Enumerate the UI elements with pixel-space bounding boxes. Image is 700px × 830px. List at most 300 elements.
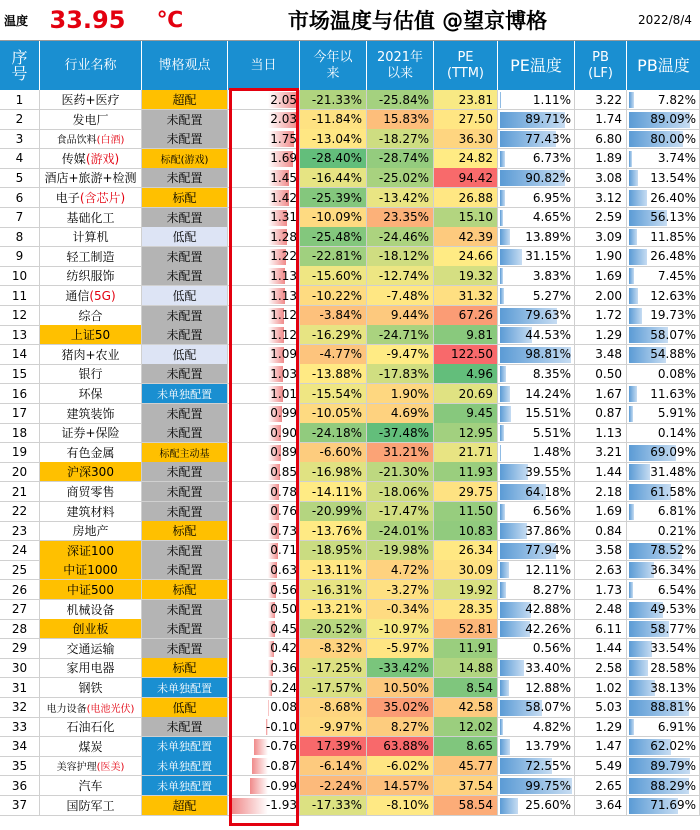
table-row	[0, 247, 700, 267]
pb-lf-text: 5.03	[595, 700, 622, 715]
table-row	[0, 364, 700, 384]
ytd-change-text: -14.11%	[311, 484, 362, 499]
industry-name-text: 食品饮料	[56, 135, 97, 147]
pb-lf	[575, 776, 627, 796]
bogle-view-text: 未单独配置	[157, 681, 212, 695]
industry-name	[40, 482, 142, 502]
pe-ttm-text: 29.75	[458, 484, 493, 499]
since-2021-change-text: -24.46%	[378, 229, 429, 244]
pe-temperature-bar	[500, 582, 506, 598]
today-change	[228, 639, 300, 659]
row-index	[0, 678, 40, 698]
ytd-change	[300, 325, 367, 345]
header-pe: PE (TTM)	[434, 41, 498, 90]
row-index-text: 6	[15, 190, 24, 205]
since-2021-change	[367, 306, 434, 326]
table-row	[0, 149, 700, 169]
industry-name	[40, 247, 142, 267]
pb-temperature-text: 0.21%	[657, 523, 696, 538]
industry-name	[40, 737, 142, 757]
table-row	[0, 286, 700, 306]
pb-temperature-text: 0.08%	[657, 366, 696, 381]
ytd-change	[300, 756, 367, 776]
pb-lf-text: 1.29	[595, 719, 622, 734]
bogle-view-text: 未配置	[166, 112, 203, 127]
today-change	[228, 266, 300, 286]
ytd-change-text: -10.05%	[311, 406, 362, 421]
pb-lf-text: 1.02	[595, 680, 622, 695]
pb-temperature-text: 54.88%	[650, 347, 696, 362]
pe-temperature-text: 72.55%	[525, 758, 571, 773]
header-pe-temp: PE温度	[498, 41, 575, 90]
since-2021-change-text: -17.83%	[378, 366, 429, 381]
ytd-change-text: -8.32%	[319, 641, 362, 656]
pb-lf	[575, 266, 627, 286]
table-row	[0, 619, 700, 639]
table-row	[0, 110, 700, 130]
pe-temperature-text: 8.35%	[532, 366, 571, 381]
since-2021-change	[367, 639, 434, 659]
today-change	[228, 227, 300, 247]
table-row	[0, 717, 700, 737]
pb-lf	[575, 364, 627, 384]
bogle-view	[142, 717, 228, 737]
ytd-change-text: -17.33%	[311, 798, 362, 813]
bogle-view	[142, 168, 228, 188]
pe-temperature-text: 6.73%	[532, 151, 571, 166]
ytd-change-text: -25.39%	[311, 190, 362, 205]
row-index	[0, 717, 40, 737]
row-index	[0, 462, 40, 482]
ytd-change-text: -24.18%	[311, 425, 362, 440]
today-change	[228, 168, 300, 188]
industry-name	[40, 756, 142, 776]
pb-temperature-text: 33.54%	[650, 641, 696, 656]
since-2021-change-text: 10.50%	[383, 680, 429, 695]
today-change-text: 0.45	[270, 621, 297, 636]
pe-temperature-text: 99.75%	[525, 778, 571, 793]
ytd-change	[300, 560, 367, 580]
today-change-text: 0.99	[270, 406, 297, 421]
bogle-view	[142, 90, 228, 110]
industry-name-text: 银行	[78, 367, 103, 382]
row-index-text: 18	[11, 425, 28, 440]
table-row	[0, 404, 700, 424]
industry-name	[40, 286, 142, 306]
pb-lf	[575, 404, 627, 424]
row-index	[0, 110, 40, 130]
today-change-text: 0.76	[270, 504, 297, 519]
pb-lf	[575, 325, 627, 345]
pe-temperature	[498, 482, 575, 502]
pb-temperature	[627, 658, 700, 678]
pe-temperature-text: 5.27%	[532, 288, 571, 303]
row-index	[0, 560, 40, 580]
industry-name-suffix: (游戏)	[85, 151, 120, 166]
since-2021-change	[367, 658, 434, 678]
today-change-text: 0.36	[270, 660, 297, 675]
row-index-text: 28	[11, 621, 28, 636]
row-index	[0, 404, 40, 424]
row-index	[0, 345, 40, 365]
ytd-change	[300, 266, 367, 286]
row-index-text: 24	[11, 543, 28, 558]
pb-lf-text: 2.59	[595, 210, 622, 225]
industry-name	[40, 306, 142, 326]
bogle-view-text: 未配置	[166, 269, 203, 284]
pe-ttm	[434, 502, 498, 522]
pe-temperature-bar	[500, 798, 518, 814]
pb-lf-text: 2.48	[595, 602, 622, 617]
bogle-view-text: 标配(游戏)	[160, 154, 209, 166]
pb-temperature-text: 19.73%	[650, 308, 696, 323]
ytd-change	[300, 168, 367, 188]
today-change-text: 0.56	[270, 582, 297, 597]
table-row	[0, 345, 700, 365]
pe-ttm-text: 26.34	[458, 543, 493, 558]
since-2021-change	[367, 717, 434, 737]
ytd-change	[300, 580, 367, 600]
row-index-text: 37	[11, 798, 28, 813]
industry-name	[40, 227, 142, 247]
industry-name	[40, 560, 142, 580]
today-change-text: 0.73	[270, 523, 297, 538]
today-change	[228, 110, 300, 130]
row-index-text: 17	[11, 406, 28, 421]
since-2021-change	[367, 678, 434, 698]
pe-ttm	[434, 482, 498, 502]
pe-ttm	[434, 423, 498, 443]
industry-name	[40, 188, 142, 208]
pb-temperature-text: 78.52%	[650, 543, 696, 558]
pe-temperature-bar	[500, 504, 505, 520]
pe-temperature-bar	[500, 92, 501, 108]
since-2021-change-text: -8.10%	[386, 798, 429, 813]
today-change	[228, 404, 300, 424]
pe-temperature-bar	[500, 562, 509, 578]
pe-ttm-text: 8.65	[466, 739, 493, 754]
since-2021-change-text: 63.88%	[383, 739, 429, 754]
row-index	[0, 600, 40, 620]
bogle-view	[142, 188, 228, 208]
since-2021-change-text: -18.27%	[378, 131, 429, 146]
pb-temperature-bar	[629, 249, 647, 265]
pe-temperature-bar	[500, 190, 505, 206]
bogle-view	[142, 462, 228, 482]
since-2021-change-text: -33.42%	[378, 660, 429, 675]
pe-temperature	[498, 658, 575, 678]
today-change	[228, 286, 300, 306]
pe-ttm	[434, 266, 498, 286]
ytd-change-text: -16.44%	[311, 170, 362, 185]
pb-temperature-bar	[629, 92, 634, 108]
since-2021-change	[367, 325, 434, 345]
pe-ttm-text: 14.88	[458, 660, 493, 675]
pb-temperature	[627, 600, 700, 620]
industry-name-suffix: (5G)	[89, 288, 116, 303]
since-2021-change-text: -5.97%	[386, 641, 429, 656]
pe-ttm	[434, 90, 498, 110]
pb-temperature	[627, 698, 700, 718]
since-2021-change-text: -10.97%	[378, 621, 429, 636]
header-since2021: 2021年 以来	[367, 41, 434, 90]
row-index-text: 1	[15, 92, 24, 107]
today-change	[228, 462, 300, 482]
bogle-view	[142, 266, 228, 286]
bogle-view	[142, 756, 228, 776]
ytd-change	[300, 286, 367, 306]
pe-ttm	[434, 404, 498, 424]
pb-temperature-text: 6.91%	[657, 719, 696, 734]
title-row	[0, 0, 700, 41]
pe-ttm	[434, 619, 498, 639]
pe-ttm	[434, 776, 498, 796]
table-row	[0, 443, 700, 463]
today-change-text: 1.12	[270, 308, 297, 323]
pb-temperature-text: 36.34%	[650, 562, 696, 577]
industry-name	[40, 443, 142, 463]
pb-temperature-text: 6.81%	[657, 504, 696, 519]
pe-ttm-text: 30.09	[458, 562, 493, 577]
since-2021-change	[367, 482, 434, 502]
since-2021-change-text: 4.72%	[390, 562, 429, 577]
today-change	[228, 345, 300, 365]
since-2021-change	[367, 90, 434, 110]
pb-temperature-bar	[629, 308, 642, 324]
bogle-view-text: 低配	[172, 700, 197, 715]
row-index	[0, 325, 40, 345]
industry-name-text: 沪深300	[67, 465, 114, 480]
bogle-view	[142, 796, 228, 816]
pe-ttm	[434, 658, 498, 678]
pb-lf	[575, 423, 627, 443]
pb-lf	[575, 90, 627, 110]
pb-lf	[575, 306, 627, 326]
row-index	[0, 188, 40, 208]
ytd-change-text: -10.22%	[311, 288, 362, 303]
table-row	[0, 90, 700, 110]
table-row	[0, 756, 700, 776]
pb-lf-text: 0.87	[595, 406, 622, 421]
pe-temperature-text: 79.63%	[525, 308, 571, 323]
pe-temperature-text: 77.94%	[525, 543, 571, 558]
pb-temperature-text: 89.09%	[650, 112, 696, 127]
ytd-change-text: -13.88%	[311, 366, 362, 381]
ytd-change-text: -13.11%	[311, 562, 362, 577]
since-2021-change	[367, 423, 434, 443]
pb-temperature	[627, 541, 700, 561]
industry-name	[40, 796, 142, 816]
pb-temperature-text: 6.54%	[657, 582, 696, 597]
industry-name-text: 石油石化	[66, 720, 115, 735]
industry-name	[40, 698, 142, 718]
industry-name-text: 计算机	[72, 230, 109, 245]
since-2021-change-text: -24.01%	[378, 523, 429, 538]
bogle-view	[142, 737, 228, 757]
pb-lf-text: 1.69	[595, 268, 622, 283]
pe-temperature	[498, 168, 575, 188]
sheet-date: 2022/8/4	[638, 13, 692, 27]
since-2021-change	[367, 227, 434, 247]
bogle-view-text: 未单独配置	[157, 779, 212, 793]
pe-temperature	[498, 286, 575, 306]
pb-lf-text: 2.00	[595, 288, 622, 303]
today-change	[228, 129, 300, 149]
since-2021-change-text: -37.48%	[378, 425, 429, 440]
pb-temperature	[627, 90, 700, 110]
row-index-text: 34	[11, 739, 28, 754]
table-row	[0, 306, 700, 326]
today-change	[228, 776, 300, 796]
pe-ttm	[434, 384, 498, 404]
since-2021-change	[367, 462, 434, 482]
pb-temperature	[627, 580, 700, 600]
bogle-view	[142, 247, 228, 267]
pe-temperature	[498, 208, 575, 228]
pe-temperature	[498, 521, 575, 541]
pe-ttm-text: 37.54	[458, 778, 493, 793]
today-change	[228, 443, 300, 463]
pe-temperature	[498, 364, 575, 384]
industry-name	[40, 462, 142, 482]
pb-temperature	[627, 756, 700, 776]
pe-temperature-bar	[500, 445, 501, 461]
ytd-change	[300, 90, 367, 110]
pe-temperature-text: 12.88%	[525, 680, 571, 695]
today-change-text: 1.45	[270, 170, 297, 185]
bogle-view-text: 未配置	[166, 543, 203, 558]
pb-temperature-bar	[629, 504, 634, 520]
pe-temperature-text: 31.15%	[525, 249, 571, 264]
since-2021-change	[367, 129, 434, 149]
pe-temperature-text: 4.65%	[532, 210, 571, 225]
pb-temperature-bar	[629, 406, 633, 422]
pe-temperature	[498, 737, 575, 757]
ytd-change	[300, 443, 367, 463]
pb-temperature-text: 38.13%	[650, 680, 696, 695]
pe-temperature	[498, 266, 575, 286]
ytd-change-text: -3.84%	[319, 308, 362, 323]
pe-temperature-bar	[500, 249, 522, 265]
pe-temperature-text: 77.43%	[525, 131, 571, 146]
pe-temperature-bar	[500, 660, 524, 676]
since-2021-change	[367, 345, 434, 365]
pe-temperature-bar	[500, 210, 503, 226]
pb-lf-text: 1.44	[595, 641, 622, 656]
pb-temperature-text: 58.07%	[650, 327, 696, 342]
pb-temperature	[627, 306, 700, 326]
pe-temperature	[498, 756, 575, 776]
pe-temperature-bar	[500, 229, 510, 245]
pe-temperature-bar	[500, 425, 504, 441]
industry-name-suffix: (白酒)	[96, 135, 125, 147]
pe-temperature-text: 42.88%	[525, 602, 571, 617]
pe-temperature	[498, 678, 575, 698]
ytd-change-text: -13.21%	[311, 602, 362, 617]
ytd-change	[300, 639, 367, 659]
pb-lf	[575, 756, 627, 776]
bogle-view	[142, 208, 228, 228]
pe-temperature-bar	[500, 464, 528, 480]
pe-temperature	[498, 149, 575, 169]
table-row	[0, 796, 700, 816]
pe-ttm-text: 11.91	[458, 641, 493, 656]
pe-temperature	[498, 325, 575, 345]
pe-temperature-bar	[500, 151, 505, 167]
pe-temperature-text: 98.81%	[525, 347, 571, 362]
today-change-text: 1.03	[270, 366, 297, 381]
temperature-unit: ℃	[156, 7, 184, 33]
industry-name-text: 美容护理	[56, 762, 97, 774]
pb-temperature-bar	[629, 190, 647, 206]
row-index	[0, 306, 40, 326]
pb-temperature	[627, 776, 700, 796]
pe-ttm	[434, 560, 498, 580]
pe-ttm-text: 94.42	[458, 170, 493, 185]
pb-temperature-bar	[629, 582, 633, 598]
today-change-text: -0.87	[265, 758, 297, 773]
industry-name-suffix: (电池光伏)	[86, 703, 135, 715]
industry-name	[40, 678, 142, 698]
since-2021-change	[367, 364, 434, 384]
row-index	[0, 423, 40, 443]
pe-ttm-text: 19.32	[458, 268, 493, 283]
pb-lf-text: 1.89	[595, 151, 622, 166]
pe-temperature-bar	[500, 386, 510, 402]
bogle-view-text: 未配置	[166, 308, 203, 323]
since-2021-change-text: -6.02%	[386, 758, 429, 773]
ytd-change	[300, 110, 367, 130]
industry-name-text: 医药+医疗	[61, 93, 120, 107]
industry-name	[40, 717, 142, 737]
industry-name	[40, 423, 142, 443]
pb-temperature-bar	[629, 229, 637, 245]
pe-ttm-text: 10.83	[458, 523, 493, 538]
ytd-change	[300, 227, 367, 247]
pb-temperature	[627, 266, 700, 286]
pb-temperature-bar	[629, 170, 638, 186]
pb-lf-text: 3.48	[595, 347, 622, 362]
bogle-view	[142, 776, 228, 796]
row-index-text: 7	[15, 210, 24, 225]
pe-ttm-text: 12.02	[458, 719, 493, 734]
since-2021-change-text: -25.02%	[378, 170, 429, 185]
industry-name	[40, 619, 142, 639]
today-change	[228, 521, 300, 541]
since-2021-change-text: -21.30%	[378, 464, 429, 479]
pb-temperature	[627, 404, 700, 424]
pb-temperature	[627, 129, 700, 149]
industry-name-text: 有色金属	[66, 445, 115, 460]
bogle-view-text: 未配置	[166, 504, 203, 519]
pb-lf	[575, 619, 627, 639]
pb-lf	[575, 678, 627, 698]
pb-lf-text: 3.09	[595, 229, 622, 244]
pe-temperature-bar	[500, 739, 510, 755]
pb-temperature	[627, 462, 700, 482]
pb-temperature-text: 49.53%	[650, 602, 696, 617]
pe-ttm-text: 31.32	[458, 288, 493, 303]
pe-ttm	[434, 756, 498, 776]
pb-temperature-bar	[629, 660, 648, 676]
pb-temperature-bar	[629, 268, 634, 284]
pb-lf	[575, 384, 627, 404]
today-change-text: 0.90	[270, 425, 297, 440]
industry-name-text: 房地产	[72, 524, 109, 539]
pe-ttm-text: 58.54	[458, 798, 493, 813]
bogle-view	[142, 580, 228, 600]
industry-name-text: 发电厂	[72, 112, 109, 127]
